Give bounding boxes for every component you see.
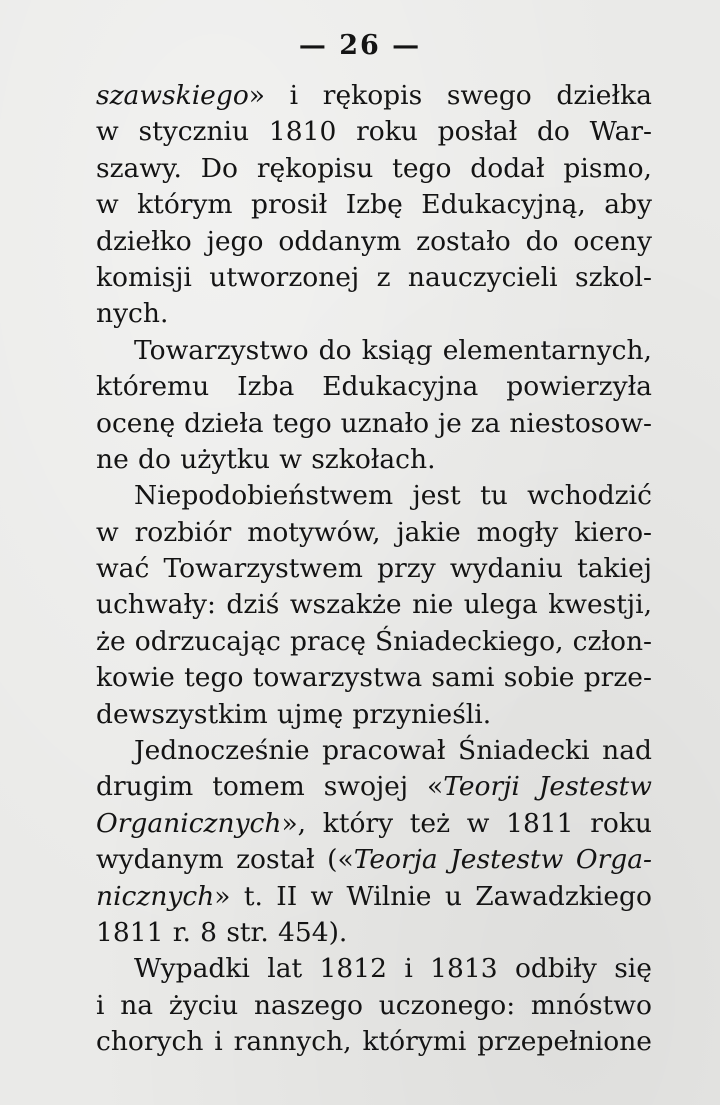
word: ujmę (277, 698, 344, 730)
word: który (322, 807, 394, 839)
text-line (96, 769, 652, 805)
word: styczniu (138, 116, 250, 148)
word: w (96, 116, 119, 148)
word: Jestestw (538, 771, 652, 803)
word: tomem (212, 771, 305, 803)
word: nad (602, 735, 652, 767)
word: kiero- (574, 516, 652, 548)
text-line (96, 151, 652, 187)
word: 1812 (319, 953, 387, 985)
word: do (525, 225, 559, 257)
word: aby (604, 189, 652, 221)
word: drugim (96, 771, 194, 803)
word: («Teorja (327, 844, 438, 876)
text-line (96, 515, 652, 551)
text-line (96, 806, 652, 842)
word: rękopisu (256, 152, 374, 184)
word: motywów, (247, 516, 381, 548)
word: i (96, 989, 105, 1021)
text-line (96, 988, 652, 1024)
word: nie (412, 589, 454, 621)
word: zostało (416, 225, 511, 257)
word: komisji (96, 261, 192, 293)
word: w (96, 516, 119, 548)
word: Do (200, 152, 238, 184)
text-line (96, 114, 652, 150)
text-line (96, 333, 652, 369)
word: szawy. (96, 152, 182, 184)
word: został (236, 844, 315, 876)
word: jakie (396, 516, 461, 548)
word: użytku (180, 443, 270, 475)
word: Edukacyjna (322, 371, 479, 403)
word: i (404, 953, 413, 985)
word: Zawadzkiego (475, 880, 652, 912)
text-line (96, 697, 652, 733)
word: do (318, 334, 352, 366)
text-line (96, 224, 652, 260)
word: Śniadeckiego, (374, 625, 564, 657)
word: w (466, 807, 490, 839)
word: r. (172, 916, 191, 948)
word: szawskiego» (96, 80, 265, 111)
word: dziełka (556, 80, 652, 111)
text-line (96, 260, 652, 296)
text-line (96, 369, 652, 405)
word: utworzonej (209, 261, 360, 293)
word: Wypadki (134, 953, 250, 985)
word: Wilnie (346, 880, 432, 912)
word: się (614, 953, 652, 985)
word: wydaniu (449, 553, 563, 585)
word: uznało (340, 407, 430, 439)
word: ocenę (96, 407, 176, 439)
text-line (96, 296, 652, 332)
word: mnóstwo (530, 989, 652, 1021)
word: uchwały: (96, 589, 216, 621)
word: prosił (251, 189, 328, 221)
word: ksiąg (361, 334, 433, 366)
text-line (96, 587, 652, 623)
word: Towarzystwem (163, 553, 363, 585)
word: też (409, 807, 451, 839)
word: u (444, 880, 462, 912)
word: swego (446, 80, 532, 111)
word: w (310, 880, 334, 912)
word: szkołach. (311, 443, 436, 475)
word: że (96, 625, 126, 657)
word: 1810 (268, 116, 337, 148)
text-line (96, 478, 652, 514)
word: nicznych» (96, 880, 231, 912)
text-line (96, 1024, 652, 1060)
word: dodał (470, 152, 545, 184)
word: naszego (253, 989, 363, 1021)
word: roku (356, 116, 418, 148)
text-line (96, 915, 652, 951)
word: takiej (577, 553, 652, 585)
word: str. (226, 916, 269, 948)
word: Niepodobieństwem (134, 480, 394, 512)
word: dzieła (184, 407, 264, 439)
word: kowie (96, 662, 175, 694)
word: tu (480, 480, 508, 512)
text-line (96, 406, 652, 442)
word: i (214, 1026, 223, 1058)
word: Śniadecki (458, 735, 590, 767)
text-line (96, 842, 652, 878)
word: 1811 (506, 807, 574, 839)
word: wszakże (289, 589, 402, 621)
word: powierzyła (506, 371, 652, 403)
word: t. (243, 880, 263, 912)
word: ne (96, 443, 129, 475)
word: dziś (226, 589, 280, 621)
word: za (470, 407, 501, 439)
word: 454). (278, 916, 348, 948)
word: do (536, 116, 570, 148)
word: którym (137, 189, 233, 221)
word: Izbę (345, 189, 403, 221)
word: Jednocześnie (134, 735, 310, 767)
text-line (96, 951, 652, 987)
word: oceny (573, 225, 652, 257)
word: dewszystkim (96, 698, 268, 730)
word: II (276, 880, 298, 912)
word: jest (412, 480, 461, 512)
word: je (437, 407, 462, 439)
word: rękopis (322, 80, 423, 111)
word: 1811 (96, 916, 164, 948)
text-line (96, 442, 652, 478)
word: 1813 (430, 953, 498, 985)
word: Jestestw (450, 844, 564, 876)
word: rozbiór (134, 516, 232, 548)
word: w (96, 189, 119, 221)
word: towarzystwa (252, 662, 423, 694)
word: War- (589, 116, 652, 148)
word: lat (267, 953, 303, 985)
word: 8 (200, 916, 218, 948)
word: i (289, 80, 299, 111)
word: nych. (96, 298, 169, 330)
word: posłał (437, 116, 518, 148)
text-line (96, 551, 652, 587)
word: sobie (503, 662, 575, 694)
word: roku (590, 807, 652, 839)
word: Edukacyjną, (421, 189, 586, 221)
word: chorych (96, 1026, 204, 1058)
word: przy (377, 553, 436, 585)
word: Towarzystwo (134, 334, 309, 366)
text-line (96, 78, 652, 114)
text-line (96, 187, 652, 223)
word: Izba (237, 371, 295, 403)
word: tego (392, 152, 452, 184)
word: swojej (323, 771, 409, 803)
word: tego (184, 662, 244, 694)
word: prze- (583, 662, 652, 694)
word: pismo, (563, 152, 652, 184)
word: kwestji, (548, 589, 652, 621)
word: życiu (168, 989, 239, 1021)
word: przynieśli. (352, 698, 492, 730)
word: oddanym (278, 225, 402, 257)
word: ulega (463, 589, 538, 621)
word: wać (96, 553, 150, 585)
text-line (96, 879, 652, 915)
body-text (96, 78, 652, 1061)
word: nauczycieli (407, 261, 558, 293)
word: pracę (289, 625, 366, 657)
text-line (96, 733, 652, 769)
word: mogły (476, 516, 559, 548)
word: tego (272, 407, 332, 439)
word: przepełnione (477, 1026, 652, 1058)
word: odrzucając (134, 625, 281, 657)
word: odbiły (514, 953, 597, 985)
word: elementarnych, (442, 334, 652, 366)
word: wchodzić (527, 480, 652, 512)
word: pracował (322, 735, 446, 767)
word: na (120, 989, 154, 1021)
word: uczonego: (378, 989, 516, 1021)
page-number: — 26 — (298, 30, 422, 61)
text-line (96, 660, 652, 696)
word: rannych, (233, 1026, 352, 1058)
word: człon- (572, 625, 652, 657)
word: dziełko (96, 225, 192, 257)
word: niestosow- (509, 407, 652, 439)
text-line (96, 624, 652, 660)
word: któremu (96, 371, 210, 403)
word: Organicznych», (96, 807, 307, 839)
word: jego (206, 225, 264, 257)
word: którymi (362, 1026, 467, 1058)
word: sami (431, 662, 495, 694)
word: «Teorji (427, 771, 520, 803)
word: do (138, 443, 171, 475)
word: szkol- (574, 261, 652, 293)
word: w (279, 443, 302, 475)
word: Orga- (575, 844, 652, 876)
word: z (376, 261, 391, 293)
word: wydanym (96, 844, 224, 876)
